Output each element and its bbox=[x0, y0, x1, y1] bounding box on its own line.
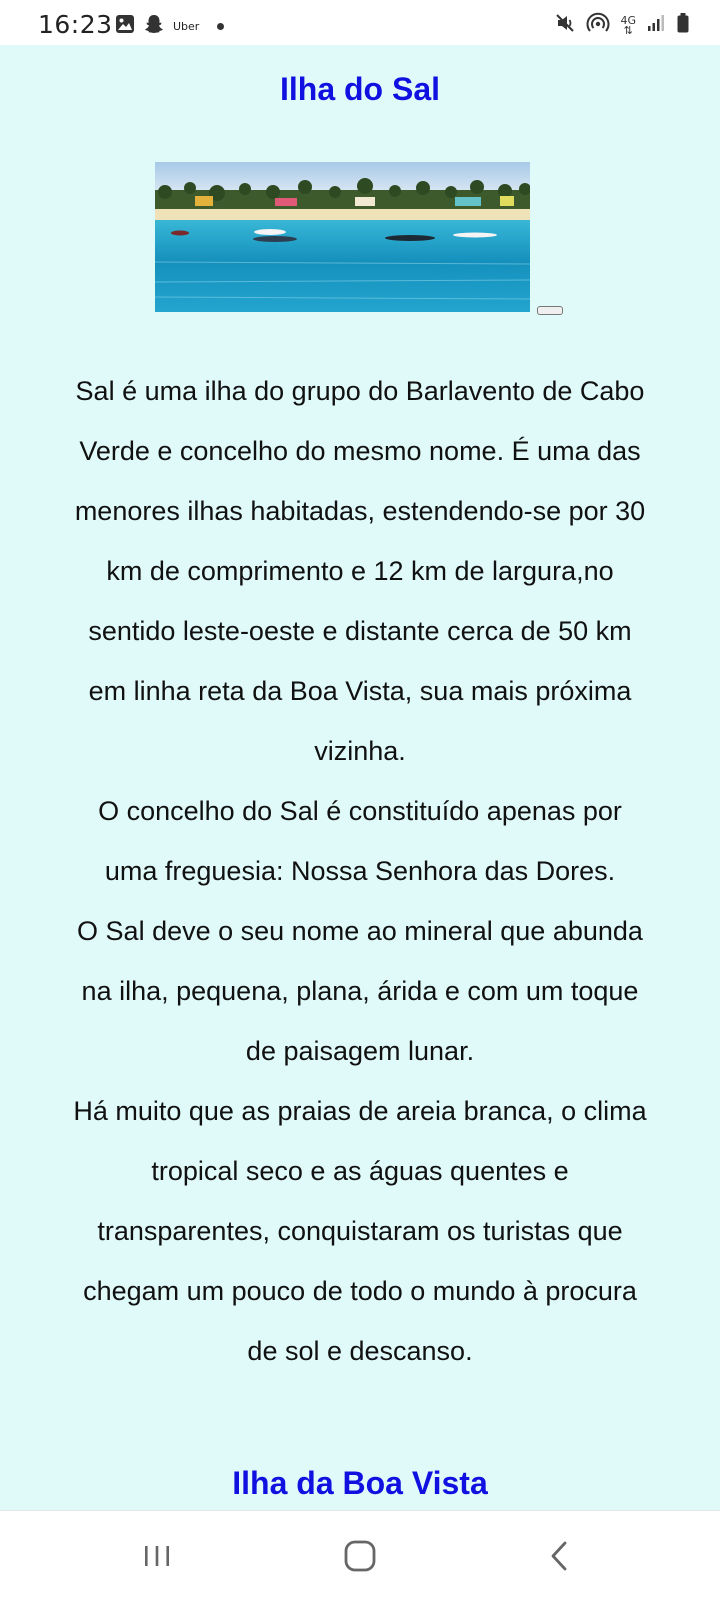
status-time: 16:23 bbox=[38, 10, 113, 39]
notification-dot-icon bbox=[217, 23, 224, 30]
description-paragraph: Sal é uma ilha do grupo do Barlavento de Cabo Verde e concelho do mesmo nome. É uma das menores ilhas habitadas, estendendo-se por 30 km de comprimento e 12 km de largura,no sentido leste-oeste e distante cerca de 50 km em linha reta da Boa Vista, sua mais próxima vizinha. bbox=[74, 376, 646, 766]
description-paragraph: Há muito que as praias de areia branca, o clima tropical seco e as águas quentes e transparentes, conquistaram os turistas que chegam um pouco de todo o mundo à procura de sol e descanso. bbox=[73, 1096, 647, 1366]
hotspot-icon bbox=[586, 12, 610, 39]
status-right-icons bbox=[554, 12, 690, 39]
recent-apps-icon[interactable] bbox=[132, 1533, 182, 1579]
mute-icon bbox=[554, 12, 576, 39]
status-left-icons bbox=[115, 13, 224, 40]
page-title: Ilha do Sal bbox=[279, 71, 441, 107]
status-bar bbox=[0, 0, 720, 45]
image-toggle-button[interactable] bbox=[537, 306, 563, 315]
signal-icon bbox=[646, 13, 666, 38]
gallery-icon bbox=[115, 14, 135, 39]
network-4g-icon: 4G ⇅ bbox=[620, 13, 636, 37]
network-4g-label: 4G bbox=[620, 13, 636, 27]
snapchat-icon bbox=[143, 13, 165, 40]
navigation-bar bbox=[0, 1510, 720, 1601]
back-icon[interactable] bbox=[535, 1533, 585, 1579]
uber-icon: Uber bbox=[173, 20, 200, 33]
description-paragraph: O Sal deve o seu nome ao mineral que abunda na ilha, pequena, plana, árida e com um toque de paisagem lunar. bbox=[77, 916, 643, 1066]
description-paragraph: O concelho do Sal é constituído apenas por uma freguesia: Nossa Senhora das Dores. bbox=[98, 796, 622, 886]
home-icon[interactable] bbox=[335, 1533, 385, 1579]
island-photo bbox=[155, 162, 530, 312]
island-description bbox=[70, 361, 650, 1381]
section-title-boa-vista: Ilha da Boa Vista bbox=[232, 1465, 488, 1501]
page-content[interactable] bbox=[0, 45, 720, 1510]
battery-icon bbox=[676, 12, 690, 39]
